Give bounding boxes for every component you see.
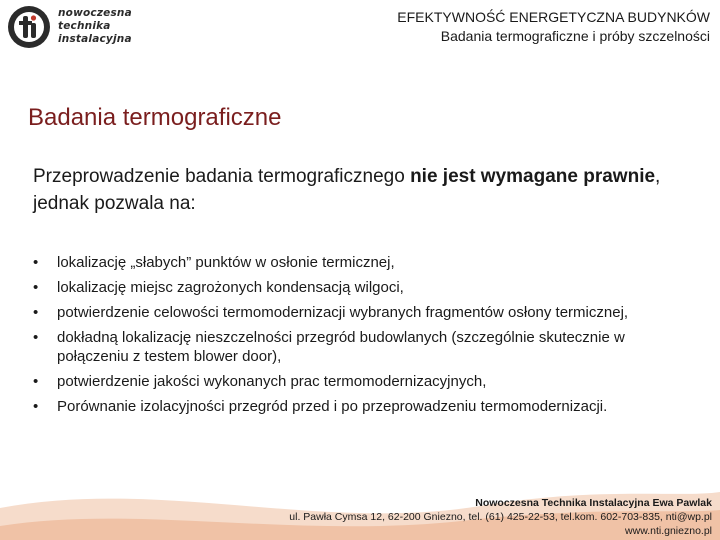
nti-logo-icon (6, 4, 52, 50)
bullet-symbol: • (33, 398, 39, 415)
footer-contact (289, 496, 712, 538)
logo-line-1: nowoczesna (58, 7, 132, 19)
list-item-text: potwierdzenie jakości wykonanych prac termomodernizacyjnych, (57, 373, 487, 390)
logo-line-3: instalacyjna (58, 33, 132, 45)
list-item (33, 372, 693, 391)
bullet-symbol: • (33, 373, 39, 390)
header-subtitle: Badania termograficzne i próby szczelności (440, 28, 710, 44)
list-item-text: potwierdzenie celowości termomodernizacji wybranych fragmentów osłony termicznej, (57, 304, 629, 321)
list-item-text: Porównanie izolacyjności przegród przed i po przeprowadzeniu termomodernizacji. (57, 398, 608, 415)
footer-company: Nowoczesna Technika Instalacyjna Ewa Pawlak (475, 497, 712, 509)
list-item (33, 303, 693, 322)
company-logo (6, 4, 156, 50)
intro-text-before: Przeprowadzenie badania termograficznego (33, 166, 411, 187)
list-item (33, 328, 693, 366)
list-item (33, 253, 693, 272)
intro-text-after: , jednak pozwala na: (33, 166, 661, 214)
bullet-symbol: • (33, 304, 39, 321)
intro-text-bold: nie jest wymagane prawnie (410, 166, 656, 187)
intro-paragraph (33, 163, 693, 217)
benefits-list (33, 253, 693, 422)
footer-address: ul. Pawła Cymsa 12, 62-200 Gniezno, tel. (61) 425-22-53, tel.kom. 602-703-835, nti@wp.pl (289, 511, 712, 523)
list-item-text: lokalizację miejsc zagrożonych kondensacją wilgoci, (57, 279, 404, 296)
list-item (33, 397, 693, 416)
list-item-text: dokładną lokalizację nieszczelności przegród budowlanych (szczególnie skutecznie w połączeniu z testem blower door), (57, 329, 625, 365)
bullet-symbol: • (33, 329, 39, 346)
list-item-text: lokalizację „słabych” punktów w osłonie termicznej, (57, 254, 395, 271)
list-item (33, 278, 693, 297)
bullet-symbol: • (33, 254, 39, 271)
page-title: Badania termograficzne (28, 104, 282, 131)
header-title: EFEKTYWNOŚĆ ENERGETYCZNA BUDYNKÓW (397, 9, 710, 25)
header-title-block (397, 8, 710, 46)
bullet-symbol: • (33, 279, 39, 296)
footer-website: www.nti.gniezno.pl (625, 525, 712, 537)
logo-line-2: technika (58, 20, 111, 32)
logo-wordmark (58, 7, 132, 46)
